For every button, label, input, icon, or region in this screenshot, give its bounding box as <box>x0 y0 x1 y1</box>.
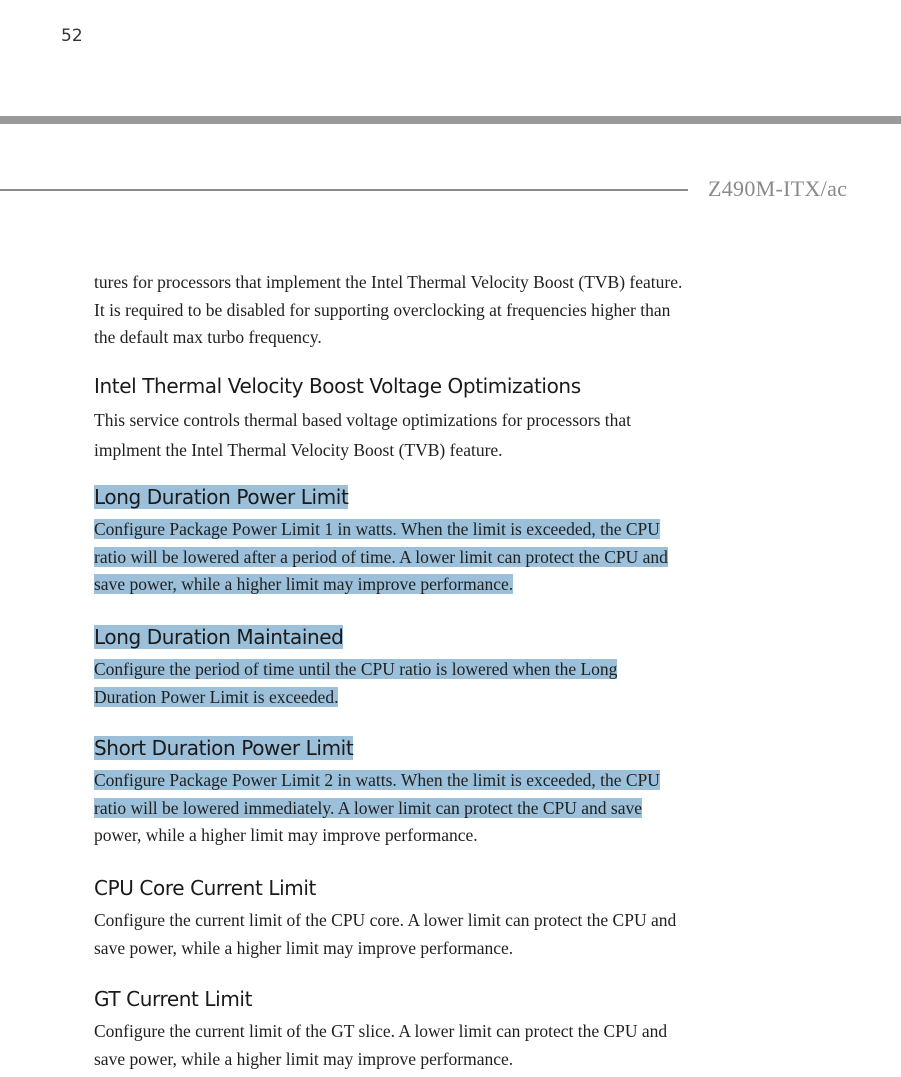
section-cpu-core-current-limit <box>94 872 676 962</box>
text-line: the default max turbo frequency. <box>94 327 322 347</box>
header-rule <box>0 189 688 191</box>
section-heading: GT Current Limit <box>94 987 253 1011</box>
text-line: power, while a higher limit may improve performance. <box>94 825 478 845</box>
text-line: Configure the current limit of the CPU core. A lower limit can protect the CPU and <box>94 910 677 930</box>
text-line: implment the Intel Thermal Velocity Boost (TVB) feature. <box>94 440 503 460</box>
section-long-duration-power-limit <box>94 481 668 599</box>
section-gt-current-limit <box>94 983 667 1073</box>
text-line: This service controls thermal based voltage optimizations for processors that <box>94 410 632 430</box>
model-name: Z490M-ITX/ac <box>708 176 848 201</box>
text-line: save power, while a higher limit may improve performance. <box>94 937 514 958</box>
text-line: ratio will be lowered immediately. A lower limit can protect the CPU and save <box>94 797 643 818</box>
text-line: save power, while a higher limit may improve performance. <box>94 1048 514 1069</box>
page-number: 52 <box>61 26 83 46</box>
text-line: Configure Package Power Limit 2 in watts. When the limit is exceeded, the CPU <box>94 770 660 790</box>
text-line: ratio will be lowered after a period of time. A lower limit can protect the CPU and <box>94 546 668 567</box>
section-heading: Long Duration Maintained <box>94 625 344 649</box>
text-line: Configure the current limit of the GT slice. A lower limit can protect the CPU and <box>94 1021 668 1041</box>
text-line: tures for processors that implement the Intel Thermal Velocity Boost (TVB) feature. <box>94 272 683 292</box>
text-line: save power, while a higher limit may improve performance. <box>94 574 514 594</box>
text-line: Configure Package Power Limit 1 in watts. When the limit is exceeded, the CPU <box>94 519 660 539</box>
running-header <box>0 176 901 206</box>
section-heading: CPU Core Current Limit <box>94 876 316 900</box>
section-heading: Long Duration Power Limit <box>94 485 349 509</box>
section-long-duration-maintained <box>94 621 617 711</box>
text-line: Configure the period of time until the CPU ratio is lowered when the Long <box>94 659 618 679</box>
intro-paragraph <box>94 269 682 352</box>
section-short-duration-power-limit <box>94 732 660 850</box>
section-tvb-voltage <box>94 370 631 465</box>
top-rule <box>0 116 901 124</box>
text-line: It is required to be disabled for supporting overclocking at frequencies higher than <box>94 299 671 320</box>
section-heading: Intel Thermal Velocity Boost Voltage Optimizations <box>94 374 581 398</box>
text-line: Duration Power Limit is exceeded. <box>94 686 339 707</box>
section-heading: Short Duration Power Limit <box>94 736 354 760</box>
